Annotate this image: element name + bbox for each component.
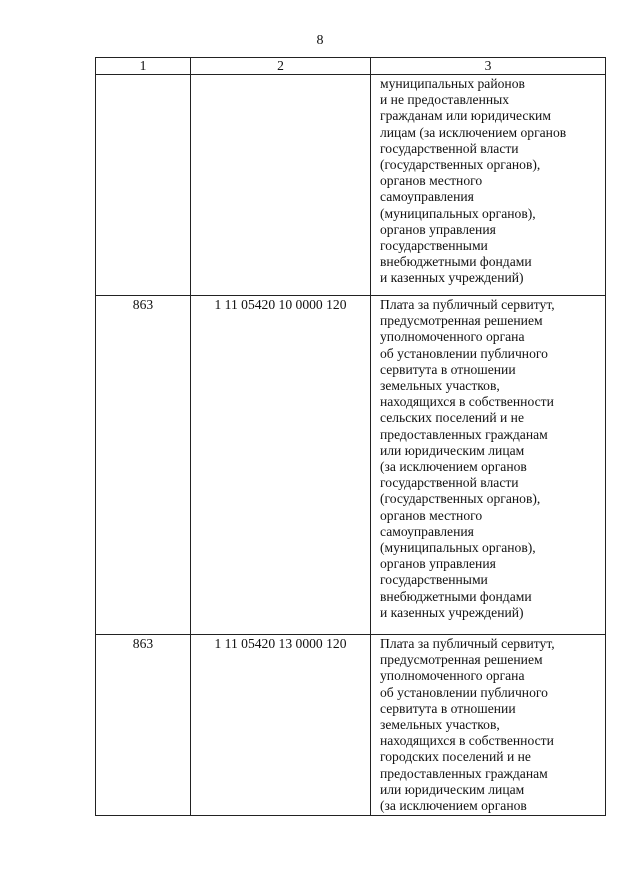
page-number: 8 xyxy=(316,33,324,48)
table-row xyxy=(96,75,606,296)
kbk-code-cell xyxy=(191,75,371,296)
column-header: 2 xyxy=(191,58,371,75)
column-header: 3 xyxy=(371,58,606,75)
admin-code-cell: 863 xyxy=(96,296,191,635)
kbk-code-cell: 1 11 05420 13 0000 120 xyxy=(191,635,371,816)
admin-code-cell: 863 xyxy=(96,635,191,816)
income-codes-table xyxy=(95,57,606,816)
table-row xyxy=(96,296,606,635)
column-header: 1 xyxy=(96,58,191,75)
kbk-code-cell: 1 11 05420 10 0000 120 xyxy=(191,296,371,635)
income-name-cell: Плата за публичный сервитут, предусмотренная решением уполномоченного органа об установлении публичного сервитута в отношении земельных участков, находящихся в собственности сельских поселений и не предоставленных гражданам или юридическим лицам (за исключением органов государственной власти (государственных органов), органов местного самоуправления (муниципальных органов), органов управления государственными внебюджетными фондами и казенных учреждений) xyxy=(371,296,606,635)
income-name-cell: Плата за публичный сервитут, предусмотренная решением уполномоченного органа об установлении публичного сервитута в отношении земельных участков, находящихся в собственности городских поселений и не предоставленных гражданам или юридическим лицам (за исключением органов xyxy=(371,635,606,816)
table-row xyxy=(96,635,606,816)
table-header-row xyxy=(96,58,606,75)
income-name-cell: муниципальных районов и не предоставленных гражданам или юридическим лицам (за исключением органов государственной власти (государственных органов), органов местного самоуправления (муниципальных органов), органов управления государственными внебюджетными фондами и казенных учреждений) xyxy=(371,75,606,296)
admin-code-cell xyxy=(96,75,191,296)
